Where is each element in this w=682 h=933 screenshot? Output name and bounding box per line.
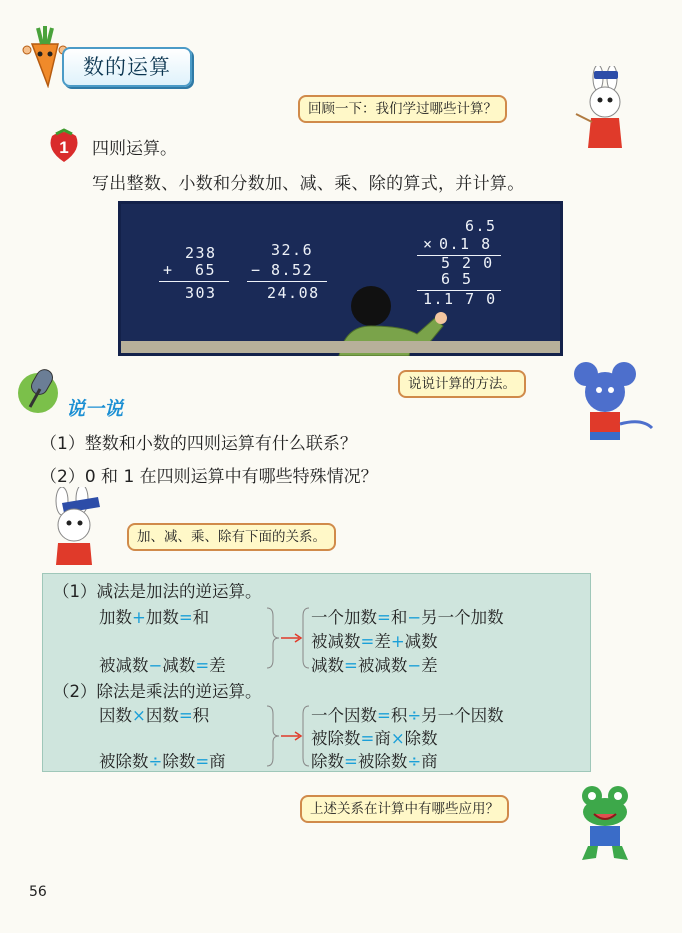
relation-1-left-1: 加数+加数=和 [99, 608, 210, 627]
board-mul-a: 6.5 [465, 217, 497, 235]
speech-bubble-application: 上述关系在计算中有哪些应用？ [300, 795, 509, 823]
relation-2-title: （2）除法是乘法的逆运算。 [53, 682, 262, 701]
speech-bubble-review: 回顾一下：我们学过哪些计算？ [298, 95, 507, 123]
relation-1-left-2: 被减数−减数=差 [99, 656, 226, 675]
board-sub-result: 24.08 [267, 284, 320, 302]
relation-2-left-2: 被除数÷除数=商 [99, 752, 226, 771]
section-instruction: 写出整数、小数和分数加、减、乘、除的算式，并计算。 [92, 174, 525, 194]
board-add-b: 65 [195, 261, 217, 279]
relation-1-bracket-arrow [265, 606, 311, 670]
relation-2-right-3: 除数=被除数÷商 [311, 752, 438, 771]
board-mul-partial1: 5 2 0 [441, 254, 494, 272]
board-mul-result: 1.1 7 0 [423, 290, 497, 308]
page-number: 56 [29, 884, 47, 900]
page-title: 数的运算 [62, 47, 192, 87]
relation-2-left-1: 因数×因数=积 [99, 706, 210, 725]
board-sub-a: 32.6 [271, 241, 314, 259]
relation-1-title: （1）减法是加法的逆运算。 [53, 582, 262, 601]
board-add-op: + [163, 261, 174, 279]
relation-1-right-2: 被减数=差+减数 [311, 632, 438, 651]
board-mul-op: × [423, 235, 434, 253]
speech-bubble-method: 说说计算的方法。 [398, 370, 526, 398]
section-number: 1 [59, 138, 69, 157]
relation-1-right-1: 一个加数=和−另一个加数 [311, 608, 504, 627]
board-add-a: 238 [185, 244, 217, 262]
relation-2-right-2: 被除数=商×除数 [311, 729, 438, 748]
board-mul-b: 0.1 8 [439, 235, 492, 253]
discuss-question-2: （2）0 和 1 在四则运算中有哪些特殊情况？ [40, 467, 378, 487]
blackboard [118, 201, 563, 356]
frog-mascot-icon [574, 782, 636, 862]
section-heading: 四则运算。 [92, 139, 177, 159]
board-sub-op: − [251, 261, 262, 279]
speech-bubble-relation: 加、减、乘、除有下面的关系。 [127, 523, 336, 551]
blue-mouse-icon [572, 358, 654, 446]
relation-2-bracket-arrow [265, 704, 311, 768]
rabbit-student-icon [42, 487, 112, 567]
board-add-result: 303 [185, 284, 217, 302]
board-add-line [159, 281, 229, 282]
rabbit-teacher-icon [574, 66, 636, 156]
board-sub-line [247, 281, 327, 282]
relation-1-right-3: 减数=被减数−差 [311, 656, 438, 675]
discuss-question-1: （1）整数和小数的四则运算有什么联系？ [40, 434, 357, 454]
relations-box [42, 573, 591, 772]
blackboard-ledge [121, 341, 560, 353]
relation-2-right-1: 一个因数=积÷另一个因数 [311, 706, 504, 725]
strawberry-number-icon [46, 128, 82, 164]
discuss-title: 说一说 [66, 398, 124, 420]
board-mul-partial2: 6 5 [441, 270, 473, 288]
microphone-icon [14, 363, 74, 417]
board-sub-b: 8.52 [271, 261, 314, 279]
